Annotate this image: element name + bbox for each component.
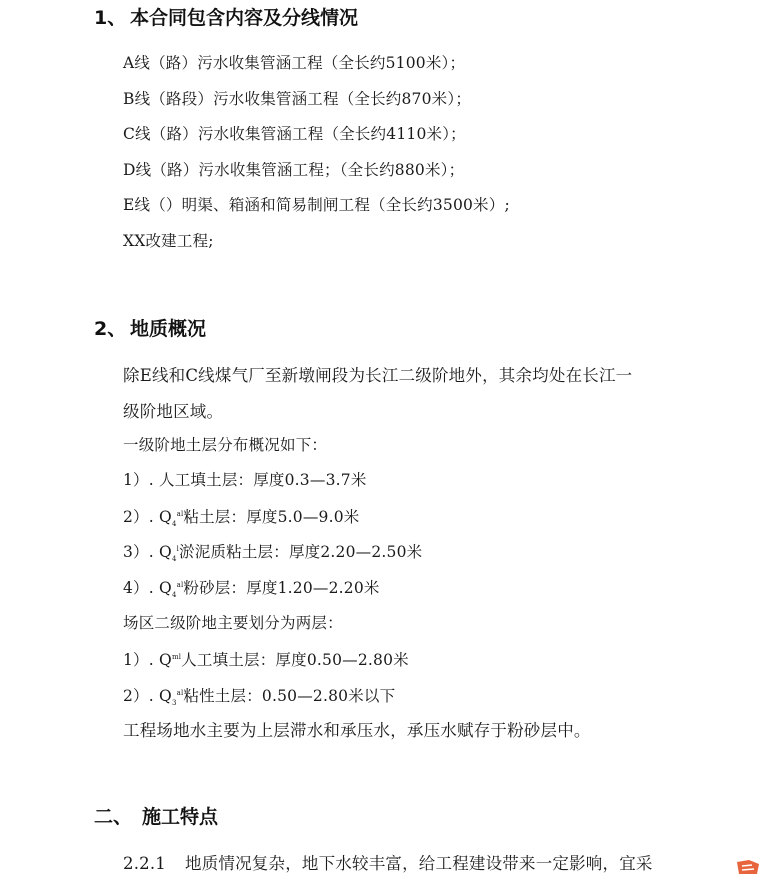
list-item: B线（路段）污水收集管涵工程（全长约870米）；: [123, 90, 472, 108]
section-1-title: 本合同包含内容及分线情况: [130, 7, 359, 29]
section-2-number: 2、: [94, 318, 127, 340]
section-2-heading: [94, 314, 206, 341]
layer-prefix: 2）. Q: [123, 508, 172, 526]
item-number: 2.2.1: [123, 854, 166, 873]
section-3-heading: [94, 802, 218, 829]
soil-layer-item: [123, 576, 380, 598]
layer-text: 粘性土层：0.50—2.80米以下: [183, 687, 396, 705]
level-2-terrace-heading: 场区二级阶地主要划分为两层：: [123, 614, 343, 632]
layer-text: 人工填土层：厚度0.50—2.80米: [181, 651, 409, 669]
item-text: 地质情况复杂，地下水较丰富，给工程建设带来一定影响，宜采: [185, 854, 653, 873]
list-item: E线（）明渠、箱涵和简易制闸工程（全长约3500米）;: [123, 196, 510, 214]
layer-superscript: al: [176, 580, 184, 589]
section-1-heading: [94, 3, 358, 30]
soil-layer-item: [123, 540, 422, 562]
groundwater-paragraph: 工程场地水主要为上层滞水和承压水，承压水赋存于粉砂层中。: [123, 721, 591, 740]
section-1-number: 1、: [94, 7, 127, 29]
list-item: C线（路）污水收集管涵工程（全长约4110米）；: [123, 125, 466, 143]
soil-layer-item: [123, 648, 409, 670]
list-item: D线（路）污水收集管涵工程；（全长约880米）；: [123, 161, 465, 179]
section-3-number: 二、: [94, 806, 133, 828]
geology-intro-line-1: 除E线和C线煤气厂至新墩闸段为长江二级阶地外，其余均处在长江一: [123, 366, 633, 385]
layer-subscript: 3: [171, 699, 177, 708]
layer-subscript: 4: [171, 591, 177, 600]
layer-prefix: 4）. Q: [123, 579, 172, 597]
section-3-title: 施工特点: [142, 806, 219, 828]
layer-superscript: al: [176, 509, 184, 518]
list-item: A线（路）污水收集管涵工程（全长约5100米）；: [123, 54, 466, 72]
layer-text: 粘土层：厚度5.0—9.0米: [183, 508, 360, 526]
layer-superscript: al: [176, 688, 184, 697]
section-2-title: 地质概况: [130, 318, 207, 340]
layer-prefix: 1）. Q: [123, 651, 172, 669]
layer-text: 淤泥质粘土层：厚度2.20—2.50米: [179, 543, 423, 561]
construction-feature-item: [123, 850, 653, 874]
layer-text: 粉砂层：厚度1.20—2.20米: [183, 579, 380, 597]
floating-app-icon[interactable]: [733, 858, 763, 874]
layer-prefix: 3）. Q: [123, 543, 172, 561]
soil-layer-item: [123, 505, 360, 527]
layer-subscript: 4: [171, 520, 177, 529]
list-item: XX改建工程;: [123, 232, 214, 250]
soil-layer-item: [123, 684, 395, 706]
layer-superscript: l: [176, 544, 180, 553]
layer-subscript: 4: [171, 555, 177, 564]
geology-intro-line-2: 级阶地区域。: [123, 402, 224, 421]
layer-superscript: ml: [171, 652, 182, 661]
layer-prefix: 2）. Q: [123, 687, 172, 705]
level-1-terrace-heading: 一级阶地土层分布概况如下：: [123, 436, 328, 454]
soil-layer-item: 1）. 人工填土层：厚度0.3—3.7米: [123, 471, 367, 489]
